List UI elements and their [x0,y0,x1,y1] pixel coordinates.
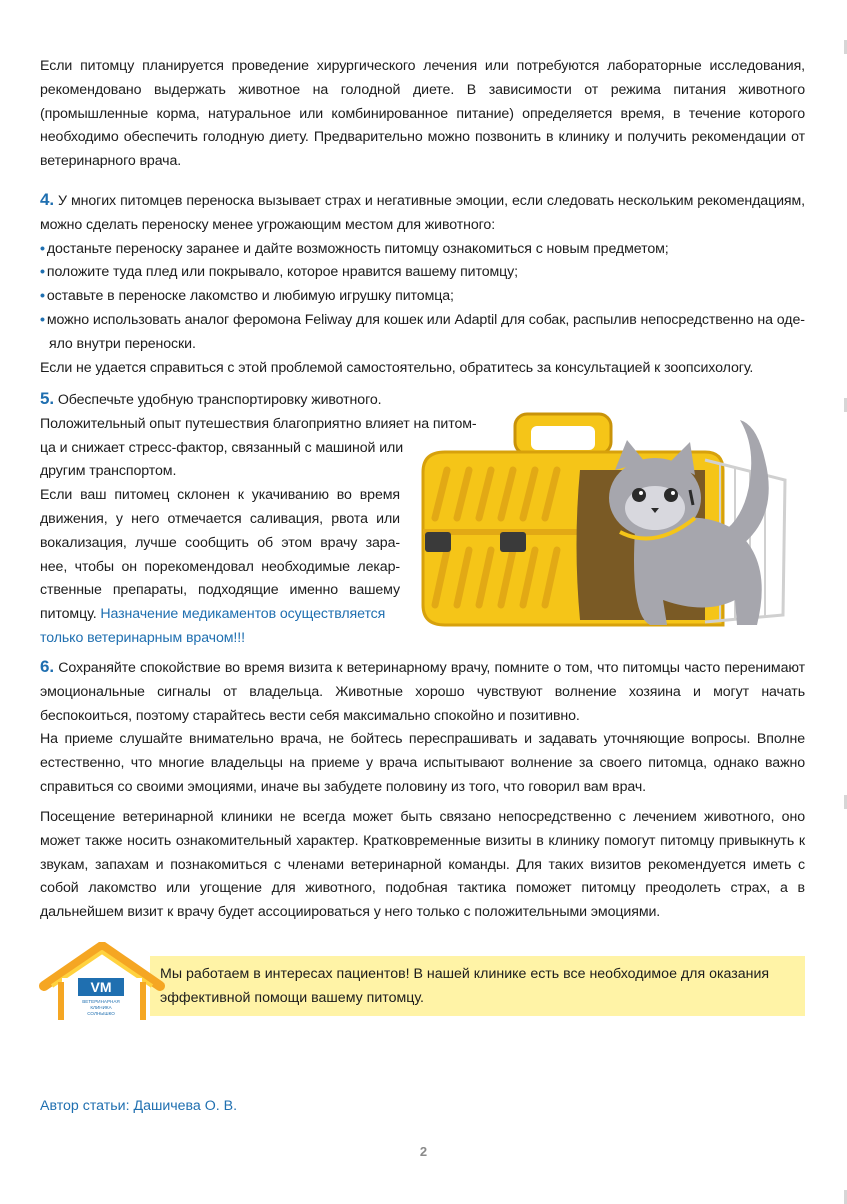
text-line: нее, чтобы он порекомендовал необходимые лекар- [40,558,400,575]
warning-highlight: Назначение медикаментов осуществляется [100,606,386,623]
list-item: • можно использовать аналог феромона Feliway для кошек или Adaptil для собак, распылив непосредственно на оде- [40,311,805,328]
section-4-lead: У многих питомцев переноска вызывает страх и негативные эмоции, если следовать нескольким рекомендациям, можно сделать переноску менее угрожающим местом для животного: [40,193,806,233]
text-line: Если ваш питомец склонен к укачиванию во время [40,487,400,504]
logo-text: КЛИНИКА [90,1005,112,1010]
text-line: Обеспечьте удобную транспортировку животного. [57,392,382,408]
carrier-handle [515,414,611,454]
text-line: ца и снижает стресс-фактор, связанный с машиной или [40,439,404,456]
text-line: другим транспортом. [40,463,177,480]
text-line: ственные препараты, подходящие именно вашему [40,582,400,599]
section-number: 4. [40,190,54,209]
text-line: движения, у него отмечается саливация, рвота или [40,510,400,527]
section-number: 5. [40,389,54,408]
section-4-closing: Если не удается справиться с этой проблемой самостоятельно, обратитесь за консультацией к зоопсихологу. [40,359,754,376]
text-line: вокализация, лучше сообщить об этом врачу зара- [40,534,400,551]
intro-paragraph: Если питомцу планируется проведение хирургического лечения или потребуются лабораторные исследования, рекомендовано выдержать животное на голодной диете. В зависимости от режима питания животного (промышленные корма, натуральное или комбинированное питание) определяется время, в течение которого необходимо обеспечить голодную диету. Предварительно можно позвонить в клинику и получить рекомендации от ветеринарного врача. [40,58,805,170]
list-item: • достаньте переноску заранее и дайте возможность питомцу ознакомиться с новым предметом; [40,240,669,257]
page-number: 2 [419,1144,428,1159]
section-6-paragraph: На приеме слушайте внимательно врача, не бойтесь переспрашивать и задавать уточняющие вопросы. Вполне естественно, что многие владельцы на приеме у врача испытывают волнение за своего питомца, однако важно справиться со своими эмоциями, иначе вы забудете половину из того, что говорил вам врач. [40,731,805,795]
logo-text: ВЕТЕРИНАРНАЯ [82,999,120,1004]
callout-text: Мы работаем в интересах пациентов! В нашей клинике есть все необходимое для оказания эффективной помощи вашему питомцу. [160,966,770,1006]
logo-text: СОЛНЫШКО [87,1011,115,1016]
article-author: Автор статьи: Дашичева О. В. [40,1098,238,1114]
cat-in-carrier-illustration [405,400,805,635]
visit-paragraph: Посещение ветеринарной клиники не всегда может быть связано непосредственно с лечением животного, оно может также носить ознакомительный характер. Кратковременные визиты в клинику помогут питомцу привыкнуть к звукам, запахам и познакомиться с членами ветеринарной команды. Для таких визитов рекомендуется иметь с собой лакомство или угощение для животного, подобная тактика поможет питомцу преодолеть страх, а в дальнейшем визит к врачу будет ассоциироваться у него только с положительными эмоциями. [40,809,805,921]
text-line: Положительный опыт путешествия благоприятно влияет на питом- [40,415,477,432]
section-4 [40,188,805,380]
list-item-continuation: яло внутри переноски. [49,335,196,352]
section-6-paragraph: Сохраняйте спокойствие во время визита к ветеринарному врачу, помните о том, что питомцы часто перенимают эмоциональные сигналы от владельца. Животные хорошо чувствуют волнение хозяина и могут начать беспокоиться, поэтому старайтесь вести себя максимально спокойно и позитивно. [40,660,805,724]
section-6 [40,655,805,800]
list-item: • положите туда плед или покрывало, которое нравится вашему питомцу; [40,264,519,281]
clinic-logo [38,942,166,1020]
logo-mark: VM [90,979,112,995]
list-item: • оставьте в переноске лакомство и любимую игрушку питомца; [40,288,454,305]
text-line: питомцу. [40,606,97,623]
section-number: 6. [40,657,54,676]
section-5 [40,387,477,651]
warning-highlight: только ветеринарным врачом!!! [40,629,245,646]
